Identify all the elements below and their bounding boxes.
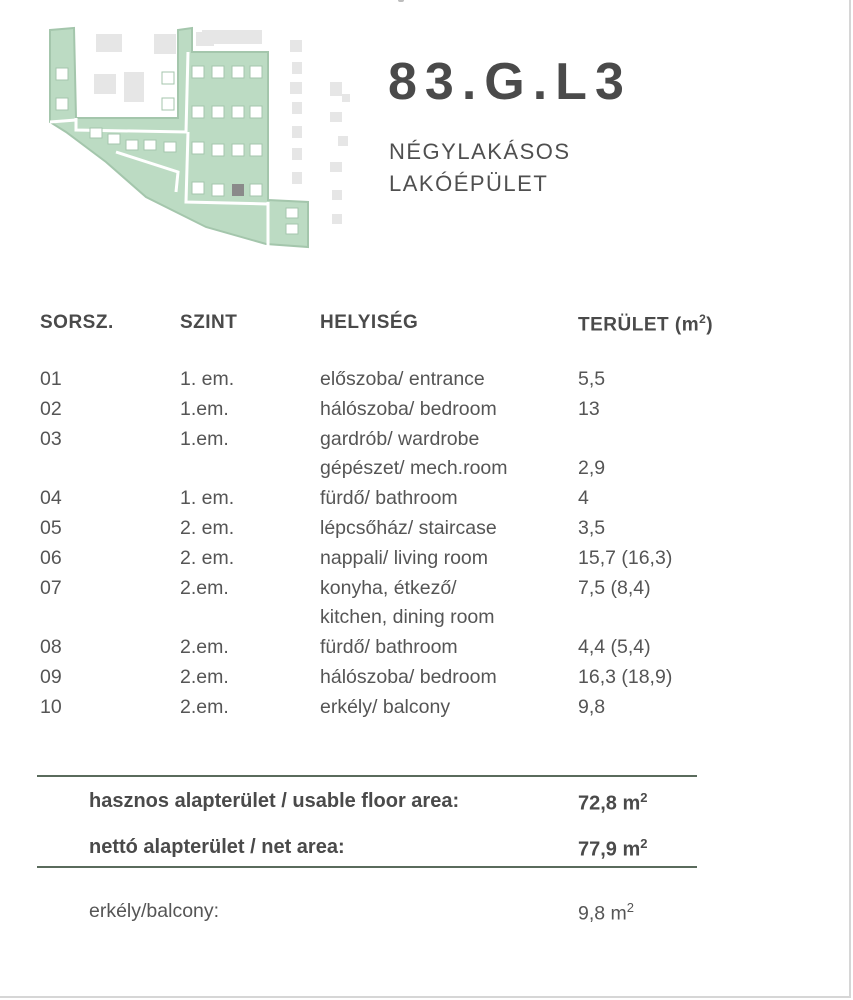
net-area-label: nettó alapterület / net area: xyxy=(89,836,345,858)
row-area: 4,4 (5,4) xyxy=(578,636,651,659)
row-number: 08 xyxy=(40,636,62,659)
row-room: nappali/ living room xyxy=(320,546,489,569)
balcony-value xyxy=(578,900,634,926)
building-type-line1: NÉGYLAKÁSOS xyxy=(389,139,571,164)
room-table xyxy=(0,368,853,726)
row-room: kitchen, dining room xyxy=(320,606,495,629)
row-number: 07 xyxy=(40,576,62,599)
table-row xyxy=(0,696,853,726)
row-level: 2.em. xyxy=(180,695,229,718)
row-number: 04 xyxy=(40,487,62,510)
row-number: 05 xyxy=(40,516,62,539)
usable-area-value xyxy=(578,790,648,816)
header-area xyxy=(578,312,713,336)
row-level: 1.em. xyxy=(180,397,229,420)
header-number: SORSZ. xyxy=(40,312,114,333)
row-level: 1. em. xyxy=(180,368,235,390)
table-row xyxy=(0,457,853,487)
row-room: gardrób/ wardrobe xyxy=(320,427,480,450)
table-row xyxy=(0,606,853,636)
row-level: 2. em. xyxy=(180,516,235,539)
row-room: lépcsőház/ staircase xyxy=(320,516,497,539)
row-number: 01 xyxy=(40,368,62,390)
row-room: fürdő/ bathroom xyxy=(320,636,458,659)
usable-area-label: hasznos alapterület / usable floor area: xyxy=(89,790,460,812)
row-area: 13 xyxy=(578,397,600,420)
net-area-number: 77,9 m xyxy=(578,838,641,861)
table-row xyxy=(0,547,853,577)
usable-area-number: 72,8 m xyxy=(578,792,641,815)
site-plan-map xyxy=(46,22,356,252)
table-row xyxy=(0,487,853,517)
usable-area-unit-sup: 2 xyxy=(640,790,648,805)
balcony-unit-sup: 2 xyxy=(626,900,635,915)
row-room: hálószoba/ bedroom xyxy=(320,397,497,420)
building-type-line2: LAKÓÉPÜLET xyxy=(389,171,549,196)
row-area: 9,8 xyxy=(578,695,606,718)
summary-divider-top xyxy=(37,775,697,777)
row-number: 02 xyxy=(40,397,62,420)
row-area: 4 xyxy=(578,487,589,510)
table-row xyxy=(0,577,853,607)
table-row xyxy=(0,428,853,458)
net-area-unit-sup: 2 xyxy=(640,836,648,851)
header-area-label: TERÜLET (m xyxy=(578,314,700,336)
row-area: 15,7 (16,3) xyxy=(578,546,673,569)
table-row xyxy=(0,636,853,666)
row-level: 2. em. xyxy=(180,546,235,569)
row-room: gépészet/ mech.room xyxy=(320,457,508,480)
row-room: erkély/ balcony xyxy=(320,695,451,718)
row-number: 03 xyxy=(40,427,62,450)
balcony-label: erkély/balcony: xyxy=(89,900,220,922)
row-area: 2,9 xyxy=(578,457,606,480)
row-area: 5,5 xyxy=(578,368,606,390)
row-room: hálószoba/ bedroom xyxy=(320,665,497,688)
row-level: 1.em. xyxy=(180,427,229,450)
row-level: 2.em. xyxy=(180,665,229,688)
row-level: 2.em. xyxy=(180,576,229,599)
row-area: 7,5 (8,4) xyxy=(578,576,651,599)
row-level: 1. em. xyxy=(180,487,235,510)
table-row xyxy=(0,368,853,398)
balcony-number: 9,8 m xyxy=(578,902,627,925)
summary-divider-bottom xyxy=(37,866,697,868)
net-area-value xyxy=(578,836,648,862)
row-area: 3,5 xyxy=(578,516,606,539)
row-number: 09 xyxy=(40,665,62,688)
table-row xyxy=(0,398,853,428)
row-area: 16,3 (18,9) xyxy=(578,665,673,688)
header-area-sup: 2 xyxy=(699,312,707,326)
table-row xyxy=(0,517,853,547)
row-number: 10 xyxy=(40,695,62,718)
table-row xyxy=(0,666,853,696)
header-room: HELYISÉG xyxy=(320,312,419,333)
row-level: 2.em. xyxy=(180,636,229,659)
row-room: konyha, étkező/ xyxy=(320,576,457,599)
row-room: előszoba/ entrance xyxy=(320,368,485,390)
row-room: fürdő/ bathroom xyxy=(320,487,458,510)
building-code: 83.G.L3 xyxy=(388,53,632,111)
header-level: SZINT xyxy=(180,312,238,333)
row-number: 06 xyxy=(40,546,62,569)
header-area-close: ) xyxy=(706,314,714,336)
